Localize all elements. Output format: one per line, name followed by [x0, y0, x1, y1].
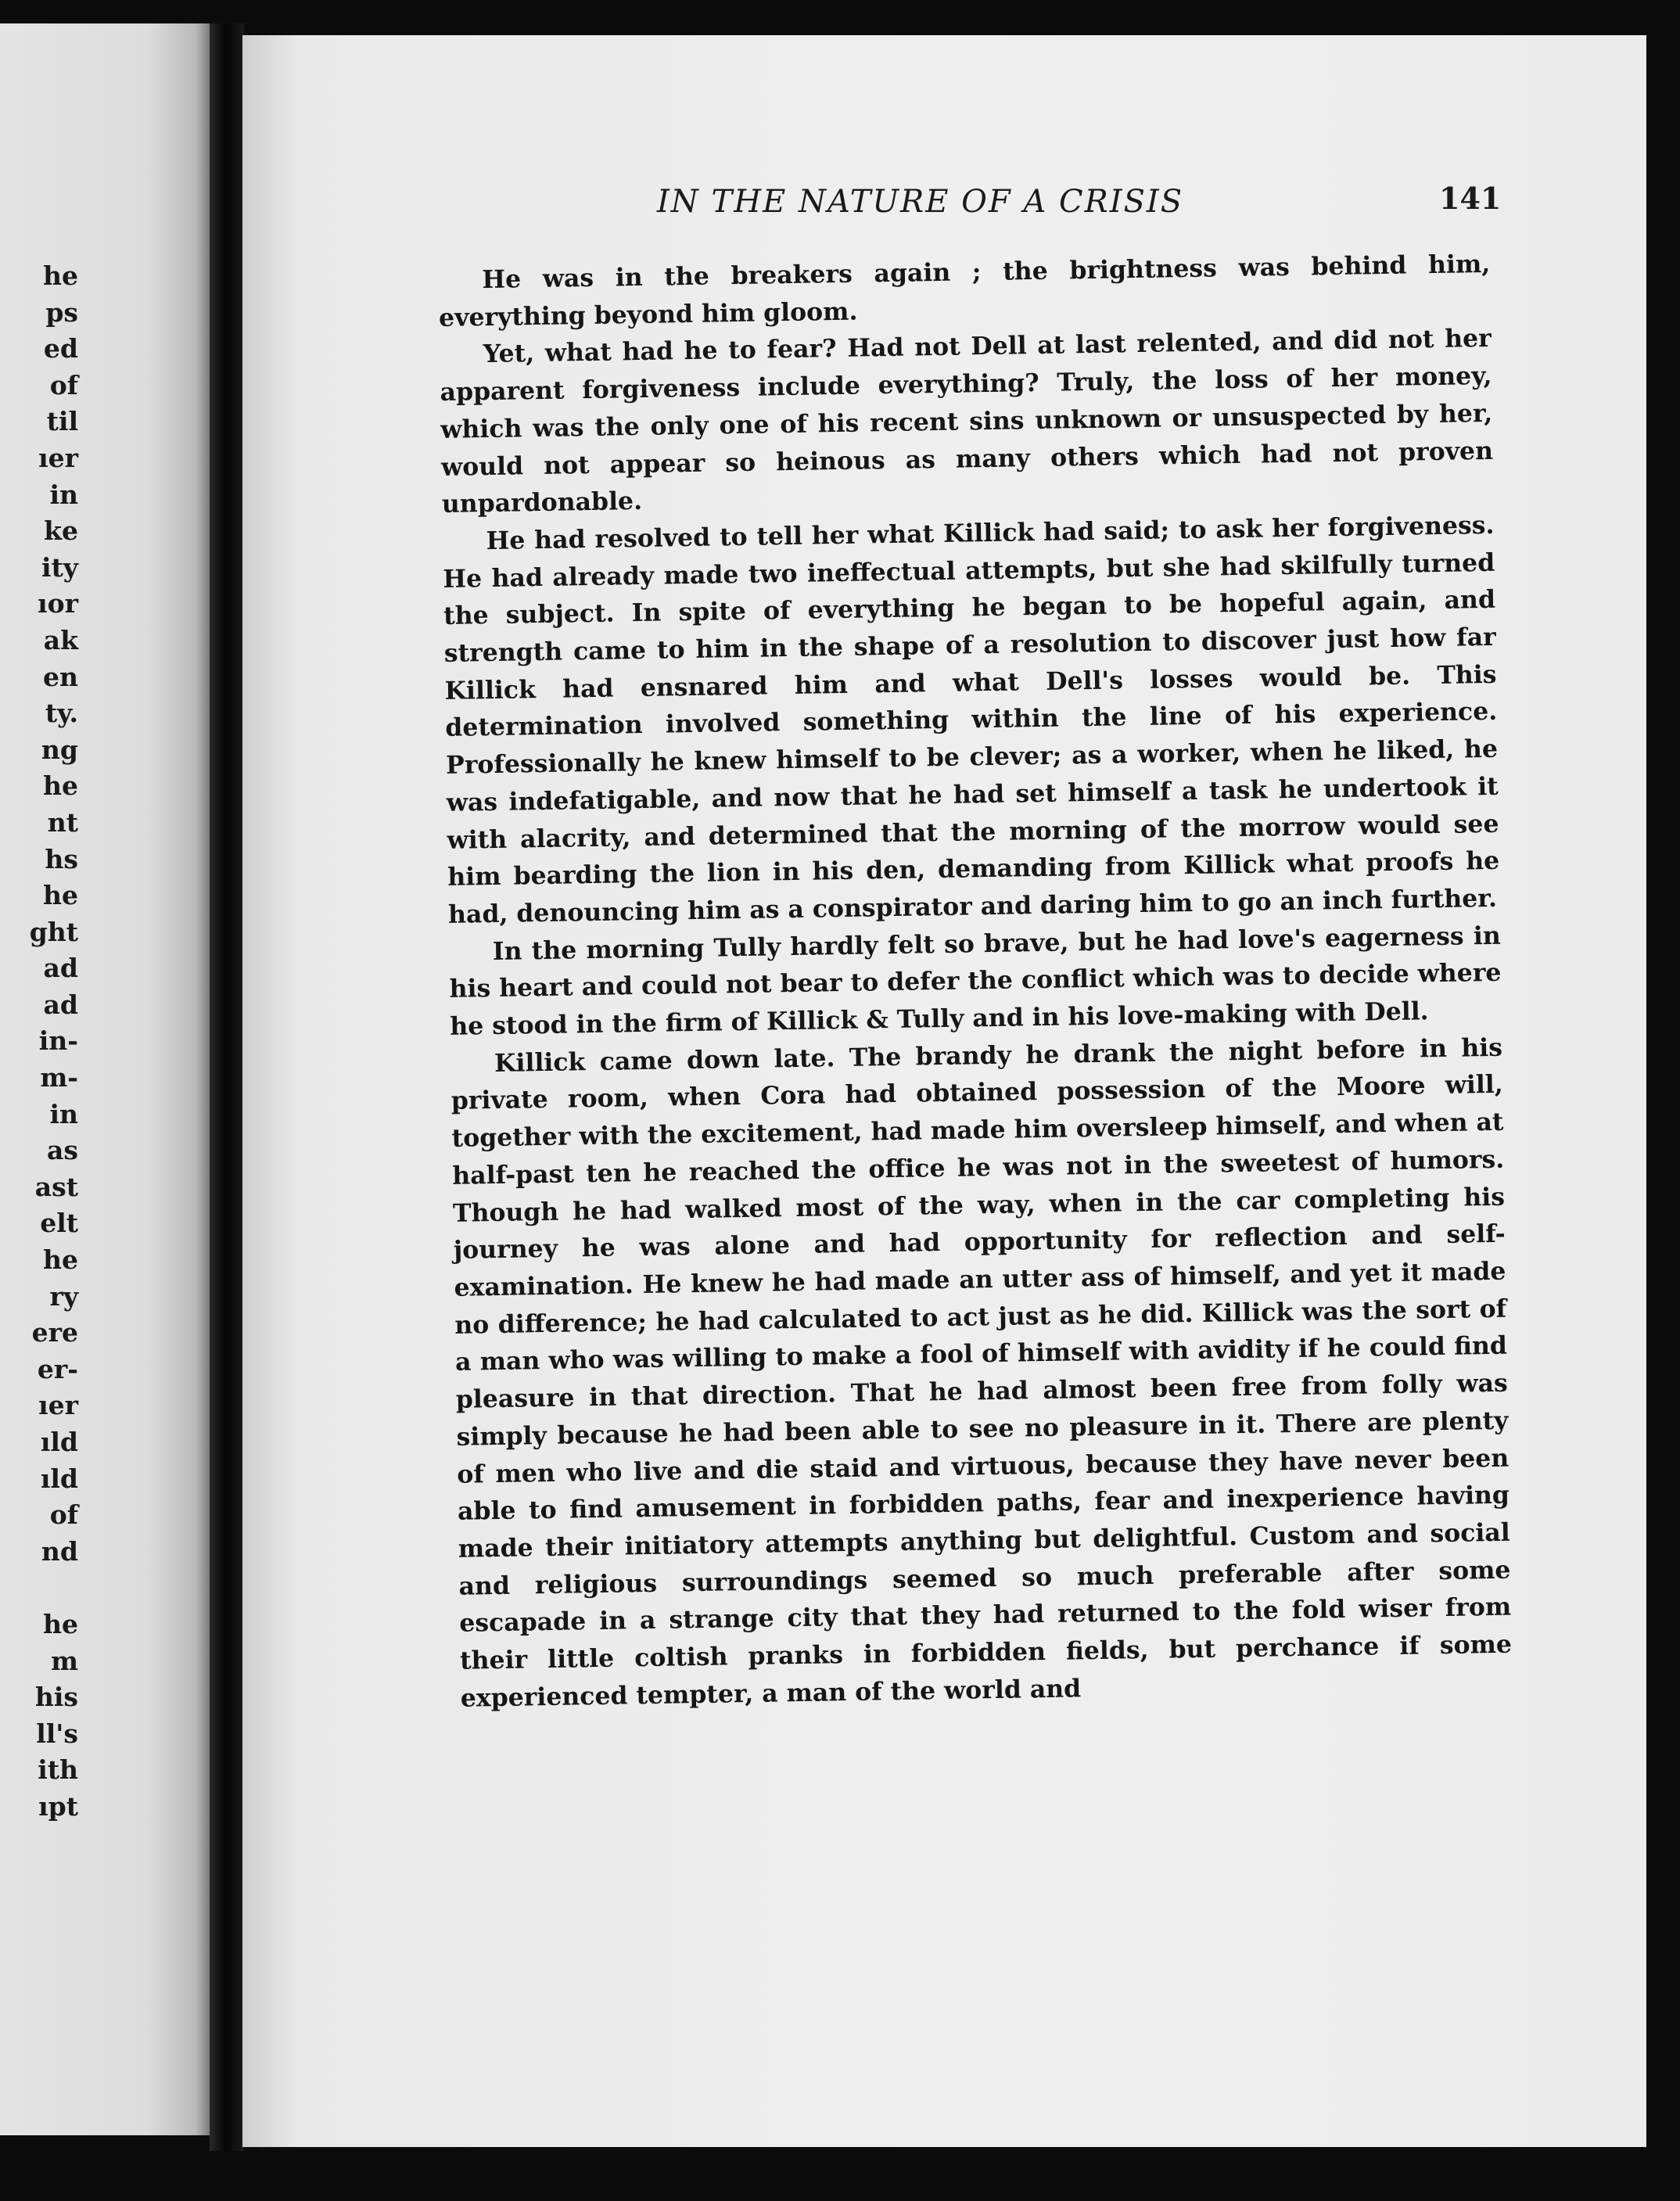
- previous-page-line-fragment: ıer: [38, 1390, 78, 1421]
- running-title: IN THE NATURE OF A CRISIS: [657, 184, 1184, 220]
- previous-page-line-fragment: m-: [40, 1062, 78, 1093]
- previous-page-line-fragment: ght: [29, 916, 78, 947]
- paragraph: In the morning Tully hardly felt so brave, but he had love's eagerness in his heart and could not bear to defer the conflict which was to decide where he stood in the firm of Killick & Tully and in his love-making with Dell.: [449, 921, 1502, 1041]
- previous-page-line-fragment: of: [49, 1499, 78, 1531]
- running-head: [657, 181, 1502, 231]
- previous-page-line-fragment: en: [43, 661, 78, 692]
- paragraph: He was in the breakers again ; the brightness was behind him, everything beyond him gloom.: [438, 249, 1491, 332]
- previous-page-line-fragment: of: [49, 369, 78, 400]
- previous-page-line-fragment: he: [43, 1244, 78, 1276]
- book-gutter: [210, 23, 244, 2151]
- previous-page-line-fragment: in: [49, 479, 78, 510]
- previous-page-line-fragment: ry: [49, 1280, 78, 1312]
- previous-page-line-fragment: he: [43, 260, 78, 291]
- previous-page-line-fragment: ıld: [40, 1427, 78, 1457]
- previous-page-line-fragment: ıer: [38, 442, 78, 473]
- previous-page-line-fragment: [0, 1570, 78, 1607]
- previous-page-line-fragment: he: [43, 770, 78, 802]
- paragraph: He had resolved to tell her what Killick had said; to ask her forgiveness. He had already made two ineffectual attempts, but she had skilfully turned the subject. In spite of everything he began to be hopeful again, and strength came to him in the shape of a resolution to discover just how far Killick had ensnared him and what Dell's losses would be. This determination involved something within the line of his experience. Professionally he knew himself to be clever; as a worker, when he liked, he was indefatigable, and now that he had set himself a task he undertook it with alacrity, and determined that the morning of the morrow would see him bearding the lion in his den, demanding from Killick what proofs he had, denouncing him as a conspirator and daring him to go an inch further.: [443, 510, 1500, 929]
- previous-page-line-fragment: ad: [43, 989, 78, 1020]
- previous-page-line-fragment: ty.: [45, 698, 78, 729]
- previous-page-line-fragment: ity: [41, 551, 78, 583]
- previous-page-edge: [0, 23, 213, 2135]
- previous-page-line-fragment: ke: [44, 515, 78, 547]
- book-page: [242, 35, 1646, 2147]
- previous-page-line-fragment: his: [34, 1682, 78, 1713]
- previous-page-line-fragment: nd: [41, 1535, 78, 1567]
- previous-page-line-fragment: as: [47, 1135, 78, 1166]
- previous-page-line-fragment: he: [43, 880, 78, 911]
- previous-page-line-fragment: ith: [38, 1754, 78, 1786]
- previous-page-line-fragment: he: [43, 1608, 78, 1639]
- paragraph: Killick came down late. The brandy he drank the night before in his private room, when Cora had obtained possession of the Moore will, together with the excitement, had made him oversleep himself, and when at half-past ten he reached the office he was not in the sweetest of humors. Though he had walked most of the way, when in the car completing his journey he was alone and had opportunity for reflection and self-examination. He knew he had made an utter ass of himself, and yet it made no difference; he had calculated to act just as he did. Killick was the sort of a man who was willing to make a fool of himself with avidity if he could find pleasure in that direction. That he had almost been free from folly was simply because he had been able to see no pleasure in it. There are plenty of men who live and die staid and virtuous, because they have never been able to find amusement in forbidden paths, fear and inexperience having made their initiatory attempts anything but delightful. Custom and social and religious surroundings seemed so much preferable after some escapade in a strange city that they had returned to the fold wiser from their little coltish pranks in forbidden fields, but perchance if some experienced tempter, a man of the world and: [451, 1032, 1513, 1713]
- previous-page-line-fragment: m: [51, 1645, 78, 1676]
- previous-page-line-fragment: ad: [43, 953, 78, 984]
- previous-page-line-fragment: in-: [38, 1025, 78, 1057]
- previous-page-line-fragment: ıld: [40, 1463, 78, 1494]
- previous-page-line-fragment: nt: [47, 806, 78, 838]
- previous-page-line-fragment: hs: [45, 843, 78, 874]
- previous-page-text-fragments: [0, 258, 78, 1826]
- page-number: 141: [1439, 181, 1502, 216]
- previous-page-line-fragment: til: [46, 406, 78, 437]
- previous-page-line-fragment: ps: [45, 296, 78, 328]
- previous-page-line-fragment: ed: [43, 333, 78, 364]
- paragraph: Yet, what had he to fear? Had not Dell at last relented, and did not her apparent forgiveness include everything? Truly, the loss of her money, which was the only one of his recent sins unknown or unsuspected by her, would not appear so heinous as many others which had not proven unpardonable.: [440, 324, 1494, 519]
- previous-page-line-fragment: ng: [41, 734, 78, 765]
- previous-page-line-fragment: ere: [31, 1317, 78, 1348]
- previous-page-line-fragment: ıor: [38, 588, 78, 619]
- previous-page-line-fragment: ll's: [36, 1718, 78, 1749]
- previous-page-line-fragment: er-: [37, 1353, 78, 1384]
- previous-page-line-fragment: elt: [40, 1208, 78, 1239]
- previous-page-line-fragment: ak: [43, 624, 78, 655]
- page-body-text: [438, 246, 1513, 1717]
- previous-page-line-fragment: ıpt: [38, 1790, 78, 1822]
- previous-page-line-fragment: ast: [34, 1171, 78, 1202]
- previous-page-line-fragment: in: [49, 1098, 78, 1129]
